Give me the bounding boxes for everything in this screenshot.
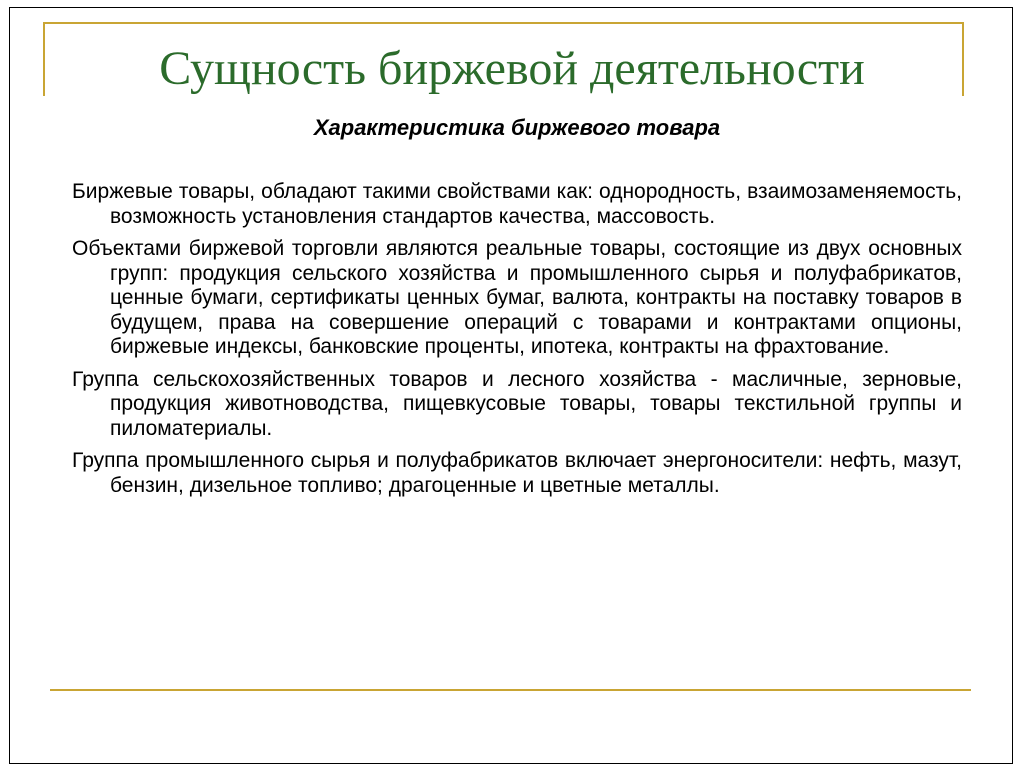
paragraph-properties: Биржевые товары, обладают такими свойствами как: однородность, взаимозаменяемость, возможность установления стандартов качества, массовость. xyxy=(72,180,962,228)
slide-title: Сущность биржевой деятельности xyxy=(159,42,865,95)
paragraph-objects: Объектами биржевой торговли являются реальные товары, состоящие из двух основных групп: продукция сельского хозяйства и промышленного сырья и полуфабрикатов, ценные бумаги, сертификаты ценных бумаг, валюта, контракты на поставку товаров в будущем, права на совершение операций с товарами и контрактами опционы, биржевые индексы, банковские проценты, ипотека, контракты на фрахтование. xyxy=(72,237,962,358)
paragraph-agricultural-group: Группа сельскохозяйственных товаров и лесного хозяйства - масличные, зерновые, продукция животноводства, пищевкусовые товары, товары текстильной группы и пиломатериалы. xyxy=(72,367,962,440)
frame-bottom-line xyxy=(50,689,971,691)
frame-top-line xyxy=(43,22,964,24)
slide-subtitle: Характеристика биржевого товара xyxy=(313,115,721,140)
body-text xyxy=(72,180,962,506)
paragraph-industrial-group: Группа промышленного сырья и полуфабрикатов включает энергоносители: нефть, мазут, бензин, дизельное топливо; драгоценные и цветные металлы. xyxy=(72,449,962,497)
